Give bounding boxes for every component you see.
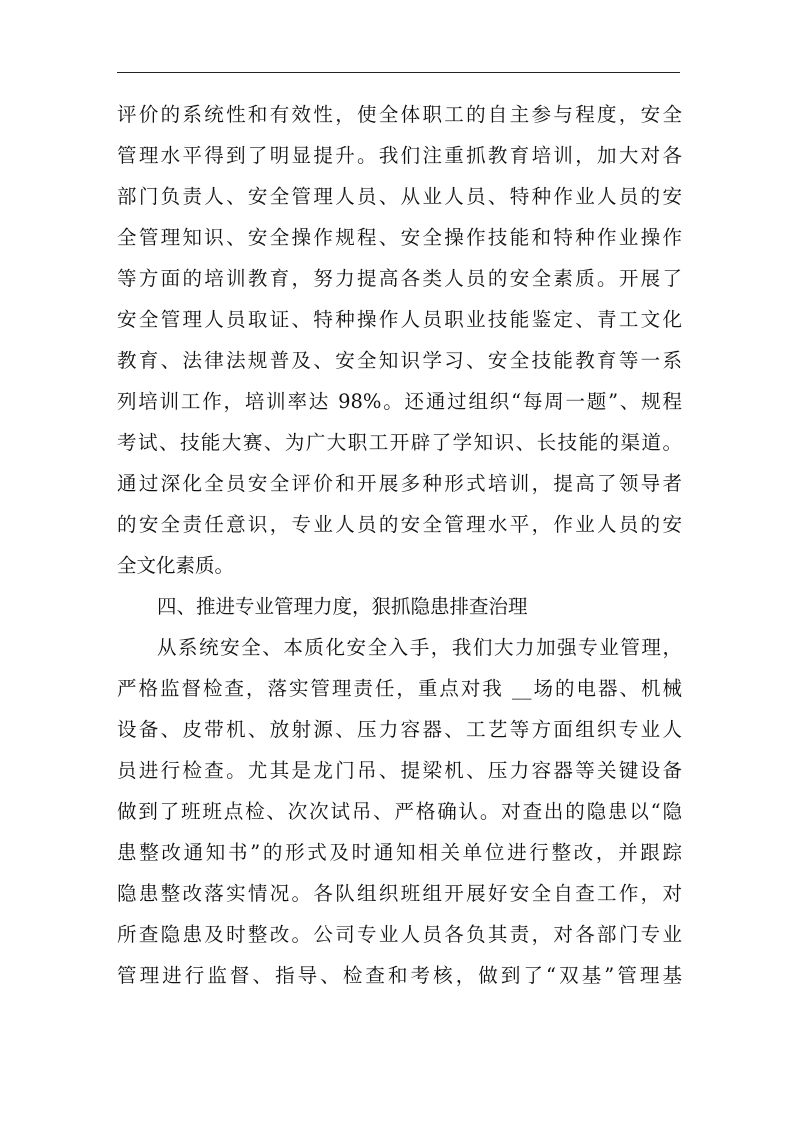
text-line-4: 全管理知识、安全操作规程、安全操作技能和特种作业操作 xyxy=(117,226,682,249)
text-line-5: 等方面的培训教育，努力提高各类人员的安全素质。开展了 xyxy=(117,267,682,290)
text-line-21: 所查隐患及时整改。公司专业人员各负其责，对各部门专业 xyxy=(117,923,682,946)
text-line-22: 管理进行监督、指导、检查和考核，做到了“双基”管理基 xyxy=(117,964,682,987)
text-line-10: 通过深化全员安全评价和开展多种形式培训，提高了领导者 xyxy=(117,472,682,495)
text-line-14: 从系统安全、本质化安全入手，我们大力加强专业管理， xyxy=(157,636,682,659)
text-line-17: 员进行检查。尤其是龙门吊、提梁机、压力容器等关键设备 xyxy=(117,759,682,782)
text-line-15: 严格监督检查，落实管理责任，重点对我 __场的电器、机械 xyxy=(117,677,682,700)
text-line-16: 设备、皮带机、放射源、压力容器、工艺等方面组织专业人 xyxy=(117,718,682,741)
text-line-20: 隐患整改落实情况。各队组织班组开展好安全自查工作，对 xyxy=(117,882,682,905)
section-heading: 四、推进专业管理力度，狠抓隐患排查治理 xyxy=(157,595,528,618)
header-rule xyxy=(117,72,680,73)
text-line-3: 部门负责人、安全管理人员、从业人员、特种作业人员的安 xyxy=(117,185,682,208)
text-line-9: 考试、技能大赛、为广大职工开辟了学知识、长技能的渠道。 xyxy=(117,431,682,454)
text-line-1: 评价的系统性和有效性，使全体职工的自主参与程度，安全 xyxy=(117,103,682,126)
text-line-7: 教育、法律法规普及、安全知识学习、安全技能教育等一系 xyxy=(117,349,682,372)
text-line-8: 列培训工作，培训率达 98%。还通过组织“每周一题”、规程 xyxy=(117,390,682,413)
document-body xyxy=(117,94,682,996)
text-line-19: 患整改通知书”的形式及时通知相关单位进行整改，并跟踪 xyxy=(117,841,682,864)
text-line-11: 的安全责任意识，专业人员的安全管理水平，作业人员的安 xyxy=(117,513,682,536)
text-line-18: 做到了班班点检、次次试吊、严格确认。对查出的隐患以“隐 xyxy=(117,800,682,823)
text-line-2: 管理水平得到了明显提升。我们注重抓教育培训，加大对各 xyxy=(117,144,682,167)
text-line-6: 安全管理人员取证、特种操作人员职业技能鉴定、青工文化 xyxy=(117,308,682,331)
text-line-12: 全文化素质。 xyxy=(117,554,235,577)
